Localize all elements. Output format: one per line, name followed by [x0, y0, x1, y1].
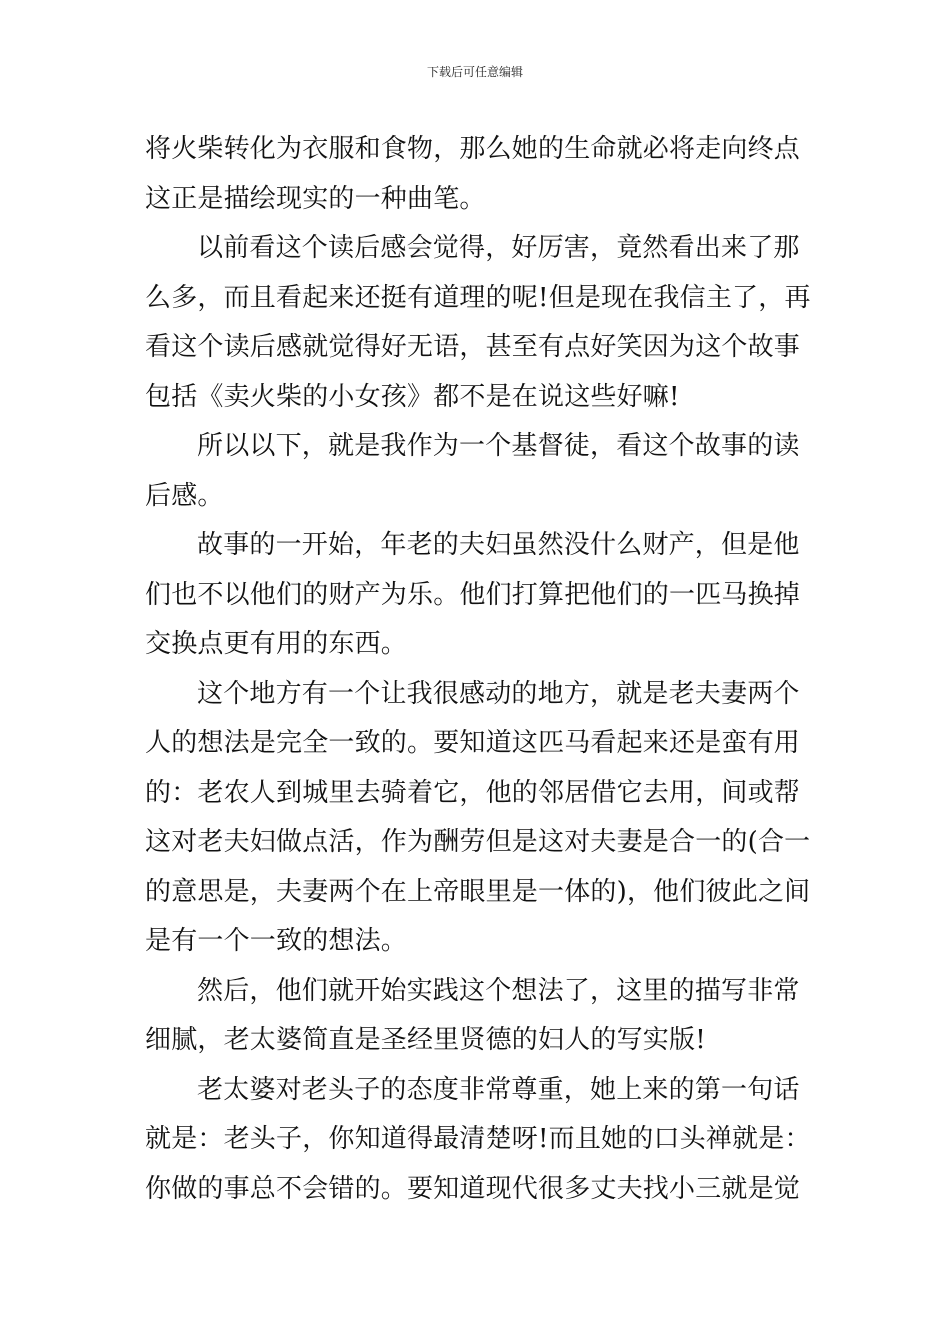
text-line: 细腻，老太婆简直是圣经里贤德的妇人的写实版!: [145, 1025, 706, 1055]
text-line: 是有一个一致的想法。: [145, 926, 408, 956]
document-body: [145, 125, 810, 1214]
text-line: 你做的事总不会错的。要知道现代很多丈夫找小三就是觉: [145, 1173, 801, 1204]
text-line: 么多，而且看起来还挺有道理的呢!但是现在我信主了，再: [145, 282, 811, 313]
text-line: 这对老夫妇做点活，作为酬劳但是这对夫妻是合一的(合一: [145, 827, 811, 857]
text-line: 看这个读后感就觉得好无语，甚至有点好笑因为这个故事: [145, 332, 801, 362]
text-line: 所以以下，就是我作为一个基督徒，看这个故事的读: [197, 431, 800, 461]
text-line: 以前看这个读后感会觉得，好厉害，竟然看出来了那: [197, 233, 800, 263]
text-line: 老太婆对老头子的态度非常尊重，她上来的第一句话: [197, 1074, 800, 1105]
text-line: 包括《卖火柴的小女孩》都不是在说这些好嘛!: [145, 381, 680, 412]
text-line: 将火柴转化为衣服和食物，那么她的生命就必将走向终点: [145, 134, 801, 164]
text-line: 这正是描绘现实的一种曲笔。: [145, 183, 486, 214]
text-line: 就是：老头子，你知道得最清楚呀!而且她的口头禅就是：: [145, 1124, 811, 1154]
page-header: 下载后可任意编辑: [426, 65, 523, 79]
text-line: 后感。: [145, 480, 224, 511]
text-line: 这个地方有一个让我很感动的地方，就是老夫妻两个: [197, 678, 800, 709]
text-line: 的：老农人到城里去骑着它，他的邻居借它去用，间或帮: [145, 777, 801, 808]
text-line: 交换点更有用的东西。: [145, 629, 408, 659]
text-line: 的意思是，夫妻两个在上帝眼里是一体的)，他们彼此之间: [145, 876, 811, 907]
text-line: 人的想法是完全一致的。要知道这匹马看起来还是蛮有用: [145, 728, 801, 758]
text-line: 故事的一开始，年老的夫妇虽然没什么财产，但是他: [197, 530, 800, 560]
text-line: 然后，他们就开始实践这个想法了，这里的描写非常: [197, 975, 800, 1006]
text-line: 们也不以他们的财产为乐。他们打算把他们的一匹马换掉: [145, 579, 801, 610]
